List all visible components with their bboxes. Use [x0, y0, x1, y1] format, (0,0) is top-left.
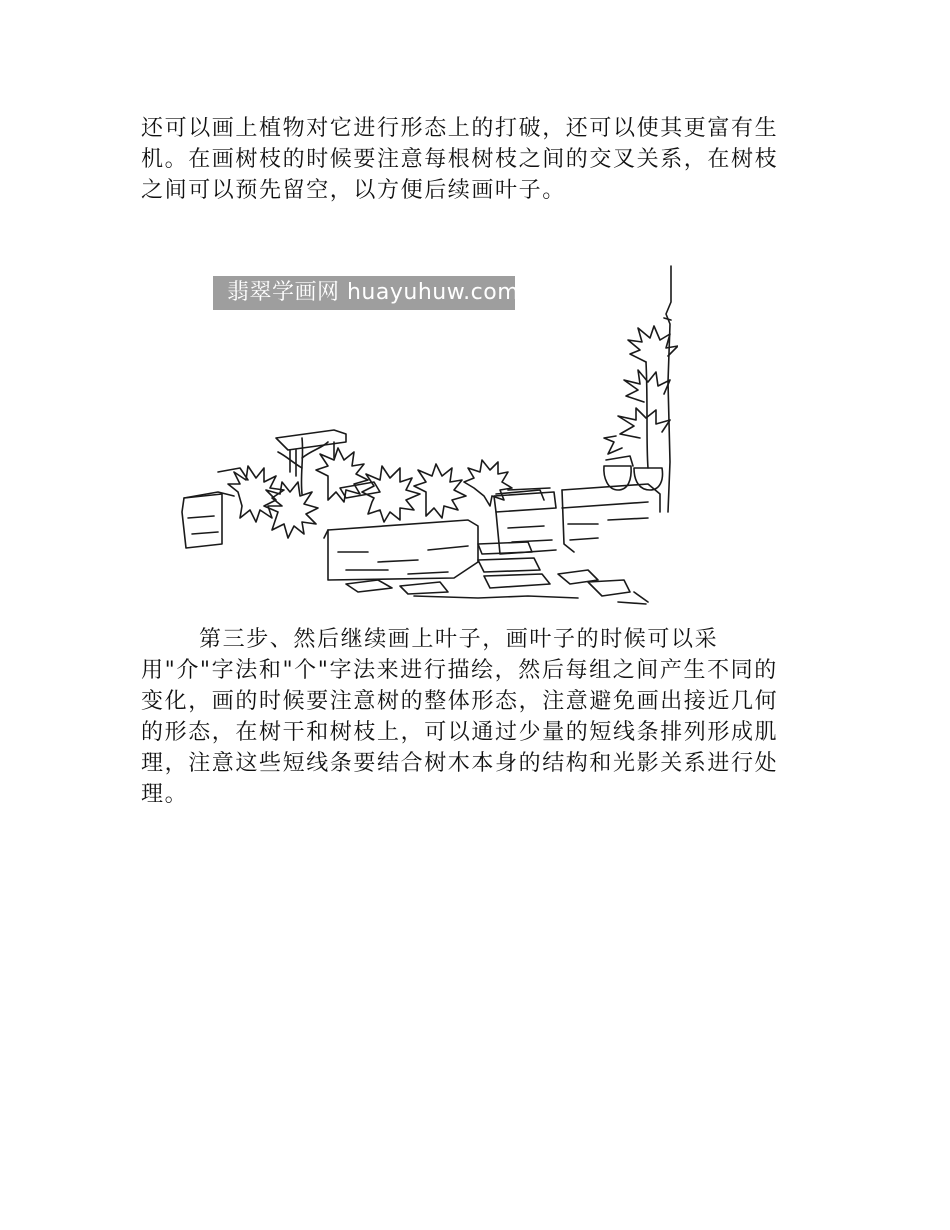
paragraph-line: 之间可以预先留空，以方便后续画叶子。: [141, 178, 566, 203]
paragraph-line: 机。在画树枝的时候要注意每根树枝之间的交叉关系，在树枝: [141, 147, 779, 172]
paragraph-line: 理。: [141, 782, 189, 807]
garden-sketch-illustration: [178, 262, 678, 610]
paragraph-line: 还可以画上植物对它进行形态上的打破，还可以使其更富有生: [141, 116, 779, 141]
paragraph-line: 的形态，在树干和树枝上，可以通过少量的短线条排列形成肌: [141, 720, 779, 745]
paragraph-line: 第三步、然后继续画上叶子，画叶子的时候可以采: [199, 627, 719, 652]
paragraph-step-three: [141, 624, 813, 810]
paragraph-line: 用"介"字法和"个"字法来进行描绘，然后每组之间产生不同的: [141, 658, 778, 683]
paragraph-line: 理，注意这些短线条要结合树木本身的结构和光影关系进行处: [141, 751, 779, 776]
watermark-label: 翡翠学画网 huayuhuw.com: [213, 276, 515, 310]
paragraph-line: 变化，画的时候要注意树的整体形态，注意避免画出接近几何: [141, 689, 779, 714]
paragraph-intro: [141, 113, 813, 206]
